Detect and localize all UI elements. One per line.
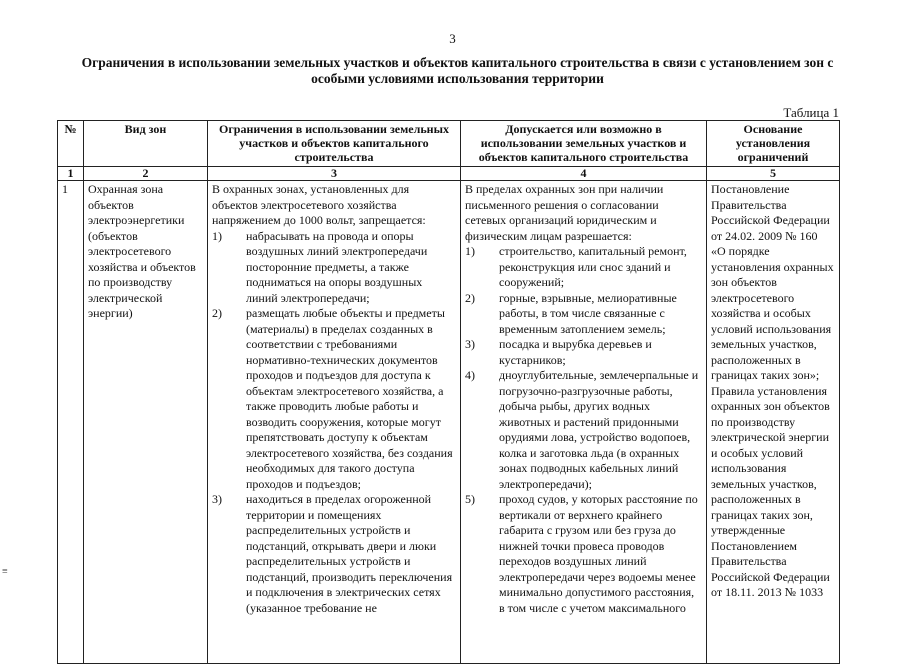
table-row [58, 181, 840, 664]
list-text: строительство, капитальный ремонт, реконструкция или снос зданий и сооружений; [499, 244, 687, 289]
column-number: 1 [58, 167, 84, 181]
column-number: 2 [84, 167, 208, 181]
zone-type-text: Охранная зона объектов электроэнергетики (объектов электросетевого хозяйства и объектов по производству электрической энергии) [88, 182, 196, 320]
restrictions-intro: В охранных зонах, установленных для объектов электросетевого хозяйства напряжением до 1000 вольт, запрещается: [212, 182, 426, 227]
header-num: № [58, 121, 84, 167]
list-item [465, 291, 702, 338]
list-item [465, 368, 702, 492]
row-number: 1 [58, 181, 84, 664]
zone-type-cell [84, 181, 208, 664]
list-item [212, 306, 456, 492]
list-number: 5) [465, 492, 475, 506]
basis-cell [707, 181, 840, 664]
page-number: 3 [449, 31, 456, 46]
header-zone-type: Вид зон [84, 121, 208, 167]
list-number: 1) [212, 228, 222, 243]
list-number: 1) [465, 244, 475, 258]
allowed-intro: В пределах охранных зон при наличии письменного решения о согласовании сетевых организаций юридическим и физическим лицам разрешается: [465, 182, 664, 243]
basis-text: Постановление Правительства Российской Федерации от 24.02. 2009 № 160 «О порядке установления охранных зон объектов электросетевого хозяйства и особых условий использования земельных участков, расположенных в границах таких зон»; Правила установления охранных зон объектов по производству электрической энергии и особых условий использования земельных участков, расположенных в границах таких зон, утвержденные Постановлением Правительства Российской Федерации от 18.11. 2013 № 1033 [711, 182, 834, 599]
list-text: дноуглубительные, землечерпальные и погрузочно-разгрузочные работы, добыча рыбы, других водных животных и растений придонными орудиями лова, устройство водопоев, колка и заготовка льда (в охранных зонах подводных кабельных линий электропередачи); [499, 368, 699, 491]
list-number: 4) [465, 368, 475, 382]
list-text: посадка и вырубка деревьев и кустарников; [499, 337, 652, 367]
header-basis: Основание установления ограничений [707, 121, 840, 167]
column-number-row [58, 167, 840, 181]
list-text: набрасывать на провода и опоры воздушных линий электропередачи посторонние предметы, а также подниматься на опоры воздушных линий электропередачи; [246, 228, 428, 305]
header-restrictions: Ограничения в использовании земельных участков и объектов капитального строительства [208, 121, 461, 167]
list-number: 2) [465, 290, 475, 305]
list-text: размещать любые объекты и предметы (материалы) в пределах созданных в соответствии с требованиями нормативно-технических документов проходов и подъездов для доступа к объектам электросетевого хозяйства, а также проводить любые работы и возводить сооружения, которые могут препятствовать доступу к объектам электросетевого хозяйства, без создания необходимых для такого доступа проходов и подъездов; [246, 306, 453, 491]
list-number: 3) [465, 337, 475, 351]
document-title: Ограничения в использовании земельных участков и объектов капитального строительства в связи с установлением зон с особыми условиями использования территории [81, 55, 834, 86]
column-number: 5 [707, 167, 840, 181]
list-item [465, 337, 702, 368]
header-allowed: Допускается или возможно в использовании земельных участков и объектов капитального строительства [461, 121, 707, 167]
column-number: 4 [461, 167, 707, 181]
list-number: 3) [212, 492, 222, 506]
restrictions-cell [208, 181, 461, 664]
list-text: горные, взрывные, мелиоративные работы, в том числе связанные с временным затоплением земель; [499, 290, 677, 336]
list-item [465, 492, 702, 616]
column-number: 3 [208, 167, 461, 181]
list-text: находиться в пределах огороженной территории и помещениях распределительных устройств и подстанций, открывать двери и люки распределительных устройств и подстанций, производить переключения и подключения в электрических сетях (указанное требование не [246, 492, 453, 615]
list-number: 2) [212, 306, 222, 320]
restrictions-table [57, 120, 840, 664]
list-item [212, 492, 456, 616]
allowed-cell [461, 181, 707, 664]
table-label: Таблица 1 [783, 105, 839, 120]
list-text: проход судов, у которых расстояние по вертикали от верхнего крайнего габарита с грузом или без груза до нижней точки провеса проводов переходов воздушных линий электропередачи через водоемы менее минимально допустимого расстояния, в том числе с учетом максимального [499, 492, 698, 615]
margin-mark: ≡ [2, 566, 8, 577]
list-item [212, 229, 456, 307]
list-item [465, 244, 702, 291]
